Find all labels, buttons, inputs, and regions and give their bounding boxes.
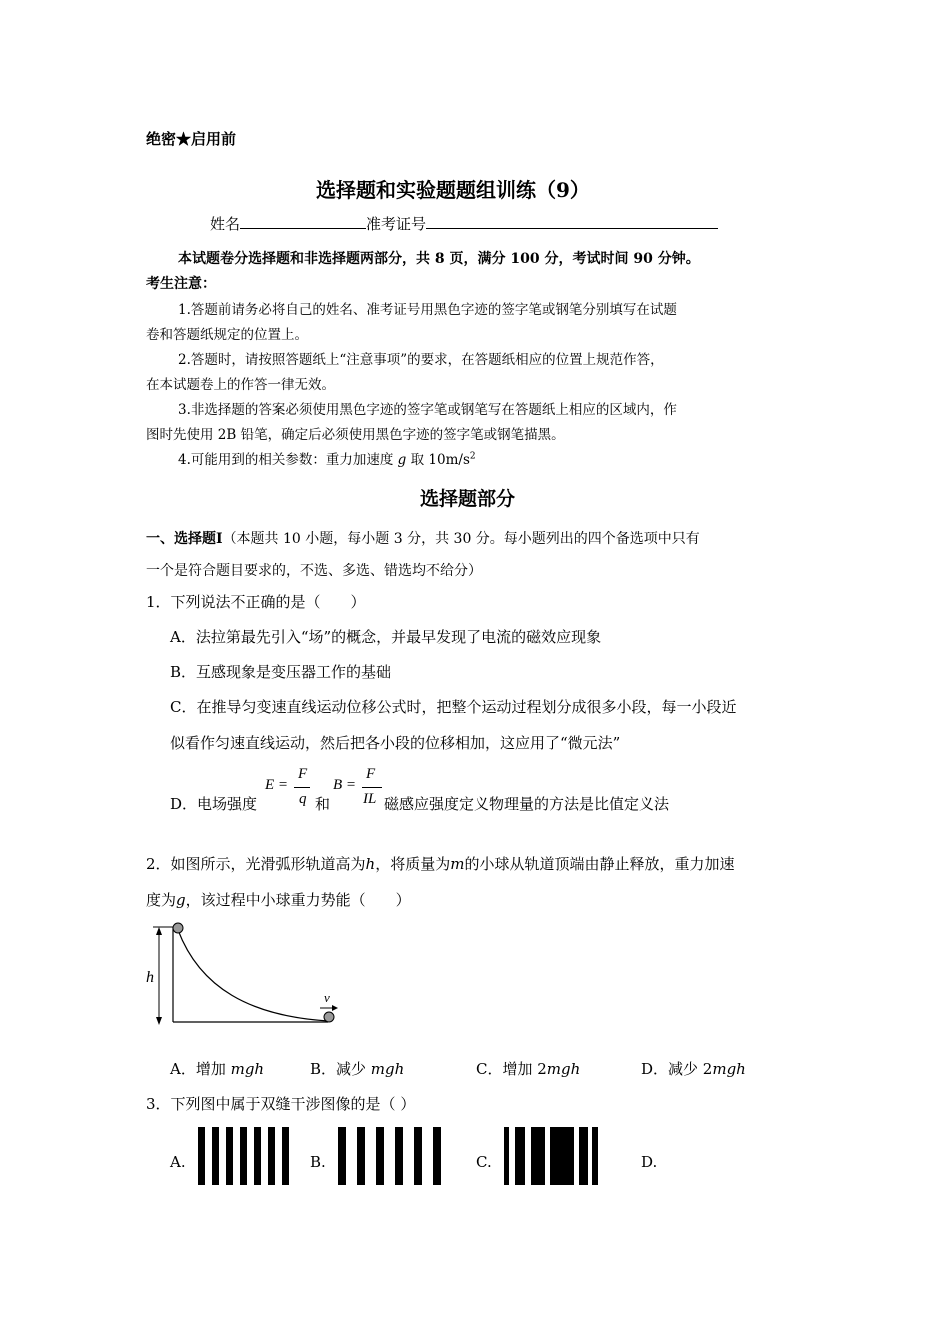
notice-title: 考生注意： <box>146 276 216 292</box>
fig-label-v: v <box>324 990 330 1005</box>
q1-option-d-prefix: D．电场强度 <box>170 795 258 813</box>
formula-b-lhs: B = <box>333 777 357 793</box>
notice-4 <box>178 448 476 468</box>
q2-var-g: g <box>176 891 186 909</box>
notice-2b: 在本试题卷上的作答一律无效。 <box>146 377 335 393</box>
q1-option-c-1: C．在推导匀变速直线运动位移公式时，把整个运动过程划分成很多小段，每一小段近 <box>170 698 737 716</box>
notice-3b: 图时先使用 2B 铅笔，确定后必须使用黑色字迹的签字笔或钢笔描黑。 <box>146 427 565 443</box>
q2-option-c-value: mgh <box>546 1060 581 1078</box>
id-label: 准考证号 <box>366 215 427 233</box>
part1-label: 一、选择题Ⅰ <box>146 531 223 547</box>
part1-desc-2: 一个是符合题目要求的，不选、多选、错选均不给分） <box>146 563 482 579</box>
part1-desc-1: （本题共 10 小题，每小题 3 分，共 30 分。每小题列出的四个备选项中只有 <box>222 531 700 547</box>
id-blank <box>426 228 718 229</box>
notice-4-g: g <box>397 452 407 468</box>
name-blank <box>240 228 366 229</box>
q2-text-b: ，将质量为 <box>375 855 451 873</box>
q2-stem-1 <box>146 853 734 874</box>
q2-option-a-label: A．增加 <box>170 1060 231 1078</box>
q2-option-b <box>310 1058 404 1079</box>
formula-b-den: IL <box>363 791 377 807</box>
q2-option-c-label: C．增加 2 <box>476 1060 547 1078</box>
formula-e-num: F <box>298 766 308 782</box>
fringe-pattern-a <box>198 1127 292 1185</box>
name-label: 姓名 <box>210 215 241 233</box>
q1-option-a: A．法拉第最先引入“场”的概念，并最早发现了电流的磁效应现象 <box>170 628 602 646</box>
notice-3a: 3.非选择题的答案必须使用黑色字迹的签字笔或钢笔写在答题纸上相应的区域内，作 <box>178 402 677 418</box>
q2-option-a <box>170 1058 264 1079</box>
q1-option-d-suffix: 磁感应强度定义物理量的方法是比值定义法 <box>384 795 670 813</box>
formula-e-lhs: E = <box>265 777 289 793</box>
notice-1b: 卷和答题纸规定的位置上。 <box>146 327 308 343</box>
track-diagram <box>140 918 350 1030</box>
q1-option-d-mid: 和 <box>315 795 331 813</box>
q1-option-c-2: 似看作匀速直线运动，然后把各小段的位移相加，这应用了“微元法” <box>170 734 621 752</box>
notice-4-text: 4.可能用到的相关参数：重力加速度 <box>178 452 398 468</box>
q2-option-d-value: mgh <box>712 1060 746 1078</box>
formula-b-num: F <box>366 766 376 782</box>
q2-option-b-label: B．减少 <box>310 1060 371 1078</box>
q2-option-a-value: mgh <box>230 1060 265 1078</box>
q2-text-c: 的小球从轨道顶端由静止释放，重力加速 <box>464 855 735 873</box>
q3-option-b-label: B. <box>310 1153 326 1171</box>
q1-option-b: B．互感现象是变压器工作的基础 <box>170 663 392 681</box>
notice-4-exp: 2 <box>469 451 476 462</box>
candidate-info-row <box>210 213 718 234</box>
notice-4-unit: 取 10m/s <box>406 452 470 468</box>
q2-option-b-value: mgh <box>370 1060 405 1078</box>
q3-option-a-label: A. <box>170 1153 186 1171</box>
q2-var-m: m <box>450 855 465 873</box>
q2-option-d <box>641 1058 746 1079</box>
secret-label: 绝密★启用前 <box>146 130 237 148</box>
exam-info: 本试题卷分选择题和非选择题两部分，共 8 页，满分 100 分，考试时间 90 分钟。 <box>178 251 700 267</box>
notice-2a: 2.答题时，请按照答题纸上“注意事项”的要求，在答题纸相应的位置上规范作答， <box>178 352 664 368</box>
formula-e-line <box>294 787 310 788</box>
q2-text-e: ，该过程中小球重力势能（ ） <box>185 891 411 909</box>
q3-stem: 3．下列图中属于双缝干涉图像的是（ ） <box>146 1095 416 1113</box>
q2-stem-2 <box>146 889 411 910</box>
q2-option-d-label: D．减少 2 <box>641 1060 713 1078</box>
q2-var-h: h <box>365 855 376 873</box>
page-title: 选择题和实验题题组训练（9） <box>316 178 590 202</box>
q2-text-d: 度为 <box>146 891 177 909</box>
part1-header <box>146 528 700 548</box>
q2-text-a: 2．如图所示，光滑弧形轨道高为 <box>146 855 366 873</box>
section-title: 选择题部分 <box>420 488 516 510</box>
formula-e-den: q <box>299 791 307 807</box>
q1-stem: 1．下列说法不正确的是（ ） <box>146 593 366 611</box>
q3-option-d-label: D. <box>641 1153 658 1171</box>
fig-label-h: h <box>146 969 154 986</box>
q2-option-c <box>476 1058 580 1079</box>
q3-option-c-label: C. <box>476 1153 492 1171</box>
formula-b-line <box>362 787 382 788</box>
fringe-pattern-b <box>338 1127 452 1185</box>
fringe-pattern-c <box>504 1127 600 1185</box>
notice-1a: 1.答题前请务必将自己的姓名、准考证号用黑色字迹的签字笔或钢笔分别填写在试题 <box>178 302 677 318</box>
